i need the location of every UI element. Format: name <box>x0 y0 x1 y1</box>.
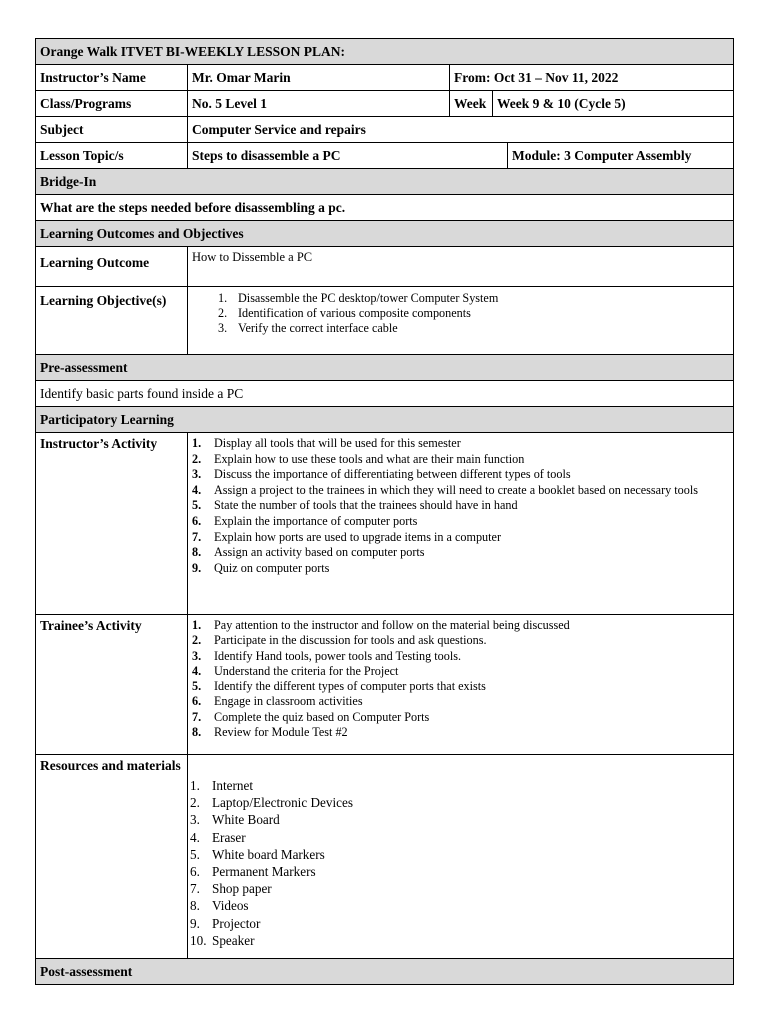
pre-assessment-text: Identify basic parts found inside a PC <box>36 381 734 407</box>
list-item: 5. Identify the different types of computer ports that exists <box>192 679 486 694</box>
list-item: 2. Explain how to use these tools and what are their main function <box>192 451 525 466</box>
post-assessment-header: Post-assessment <box>36 959 734 985</box>
pre-assessment-header: Pre-assessment <box>36 355 734 381</box>
instructor-activity-list <box>192 436 729 576</box>
list-item: 1. Display all tools that will be used for this semester <box>192 436 461 450</box>
topic-suffix: a PC <box>309 147 341 163</box>
learning-objectives-list <box>192 291 729 336</box>
list-item: 5. State the number of tools that the trainees should have in hand <box>192 498 518 513</box>
list-item: 9. Quiz on computer ports <box>192 560 330 575</box>
resources-list <box>190 777 729 949</box>
instructor-name-label: Instructor’s Name <box>36 65 188 91</box>
list-item: 2. Laptop/Electronic Devices <box>190 795 353 811</box>
learning-outcome-label: Learning Outcome <box>36 247 188 287</box>
list-item: 7. Complete the quiz based on Computer Ports <box>192 709 430 724</box>
class-value: No. 5 Level 1 <box>188 91 450 117</box>
list-item: 7. Shop paper <box>190 881 272 897</box>
topic-prefix: Steps to <box>192 147 241 163</box>
list-item: 4. Assign a project to the trainees in which they will need to create a booklet based on necessary tools <box>192 482 698 497</box>
trainee-activity-label: Trainee’s Activity <box>36 615 188 755</box>
learning-outcome-value: How to Dissemble a PC <box>188 247 734 287</box>
list-item: 1. Internet <box>190 778 254 793</box>
instructor-name-value: Mr. Omar Marin <box>188 65 450 91</box>
list-item: 1. Pay attention to the instructor and follow on the material being discussed <box>192 618 570 632</box>
resources-cell <box>188 755 734 959</box>
list-item: 4. Understand the criteria for the Project <box>192 663 399 678</box>
list-item: 2. Identification of various composite components <box>218 306 471 320</box>
class-label: Class/Programs <box>36 91 188 117</box>
bridge-in-text: What are the steps needed before disassembling a pc. <box>36 195 734 221</box>
trainee-activity-list <box>192 618 729 740</box>
list-item: 3. Identify Hand tools, power tools and Testing tools. <box>192 648 462 663</box>
lesson-plan-table <box>35 38 734 985</box>
week-label: Week <box>450 91 493 117</box>
subject-value: Computer Service and repairs <box>188 117 734 143</box>
learning-objectives-cell <box>188 287 734 355</box>
list-item: 9. Projector <box>190 915 261 931</box>
list-item: 3. Verify the correct interface cable <box>218 321 398 335</box>
list-item: 6. Engage in classroom activities <box>192 694 363 709</box>
list-item: 3. Discuss the importance of differentiating between different types of tools <box>192 467 571 482</box>
subject-label: Subject <box>36 117 188 143</box>
list-item: 8. Review for Module Test #2 <box>192 725 348 740</box>
list-item: 1. Disassemble the PC desktop/tower Computer System <box>218 291 499 305</box>
participatory-header: Participatory Learning <box>36 407 734 433</box>
topic-emphasis: disassemble <box>240 147 310 163</box>
list-item: 7. Explain how ports are used to upgrade items in a computer <box>192 529 502 544</box>
week-value: Week 9 & 10 (Cycle 5) <box>493 91 734 117</box>
list-item: 6. Explain the importance of computer ports <box>192 513 418 528</box>
trainee-activity-cell <box>188 615 734 755</box>
list-item: 8. Videos <box>190 898 249 914</box>
module-value: Module: 3 Computer Assembly <box>508 143 734 169</box>
bridge-in-header: Bridge-In <box>36 169 734 195</box>
list-item: 2. Participate in the discussion for tools and ask questions. <box>192 633 487 648</box>
list-item: 10. Speaker <box>190 932 255 948</box>
date-range: From: Oct 31 – Nov 11, 2022 <box>450 65 734 91</box>
list-item: 3. White Board <box>190 812 280 828</box>
topic-label: Lesson Topic/s <box>36 143 188 169</box>
list-item: 8. Assign an activity based on computer ports <box>192 545 425 560</box>
instructor-activity-label: Instructor’s Activity <box>36 433 188 615</box>
list-item: 5. White board Markers <box>190 846 325 862</box>
resources-label: Resources and materials <box>36 755 188 959</box>
list-item: 6. Permanent Markers <box>190 864 316 880</box>
topic-value <box>188 143 508 169</box>
outcomes-header: Learning Outcomes and Objectives <box>36 221 734 247</box>
list-item: 4. Eraser <box>190 829 246 845</box>
plan-title: Orange Walk ITVET BI-WEEKLY LESSON PLAN: <box>36 39 734 65</box>
instructor-activity-cell <box>188 433 734 615</box>
learning-objective-label: Learning Objective(s) <box>36 287 188 355</box>
